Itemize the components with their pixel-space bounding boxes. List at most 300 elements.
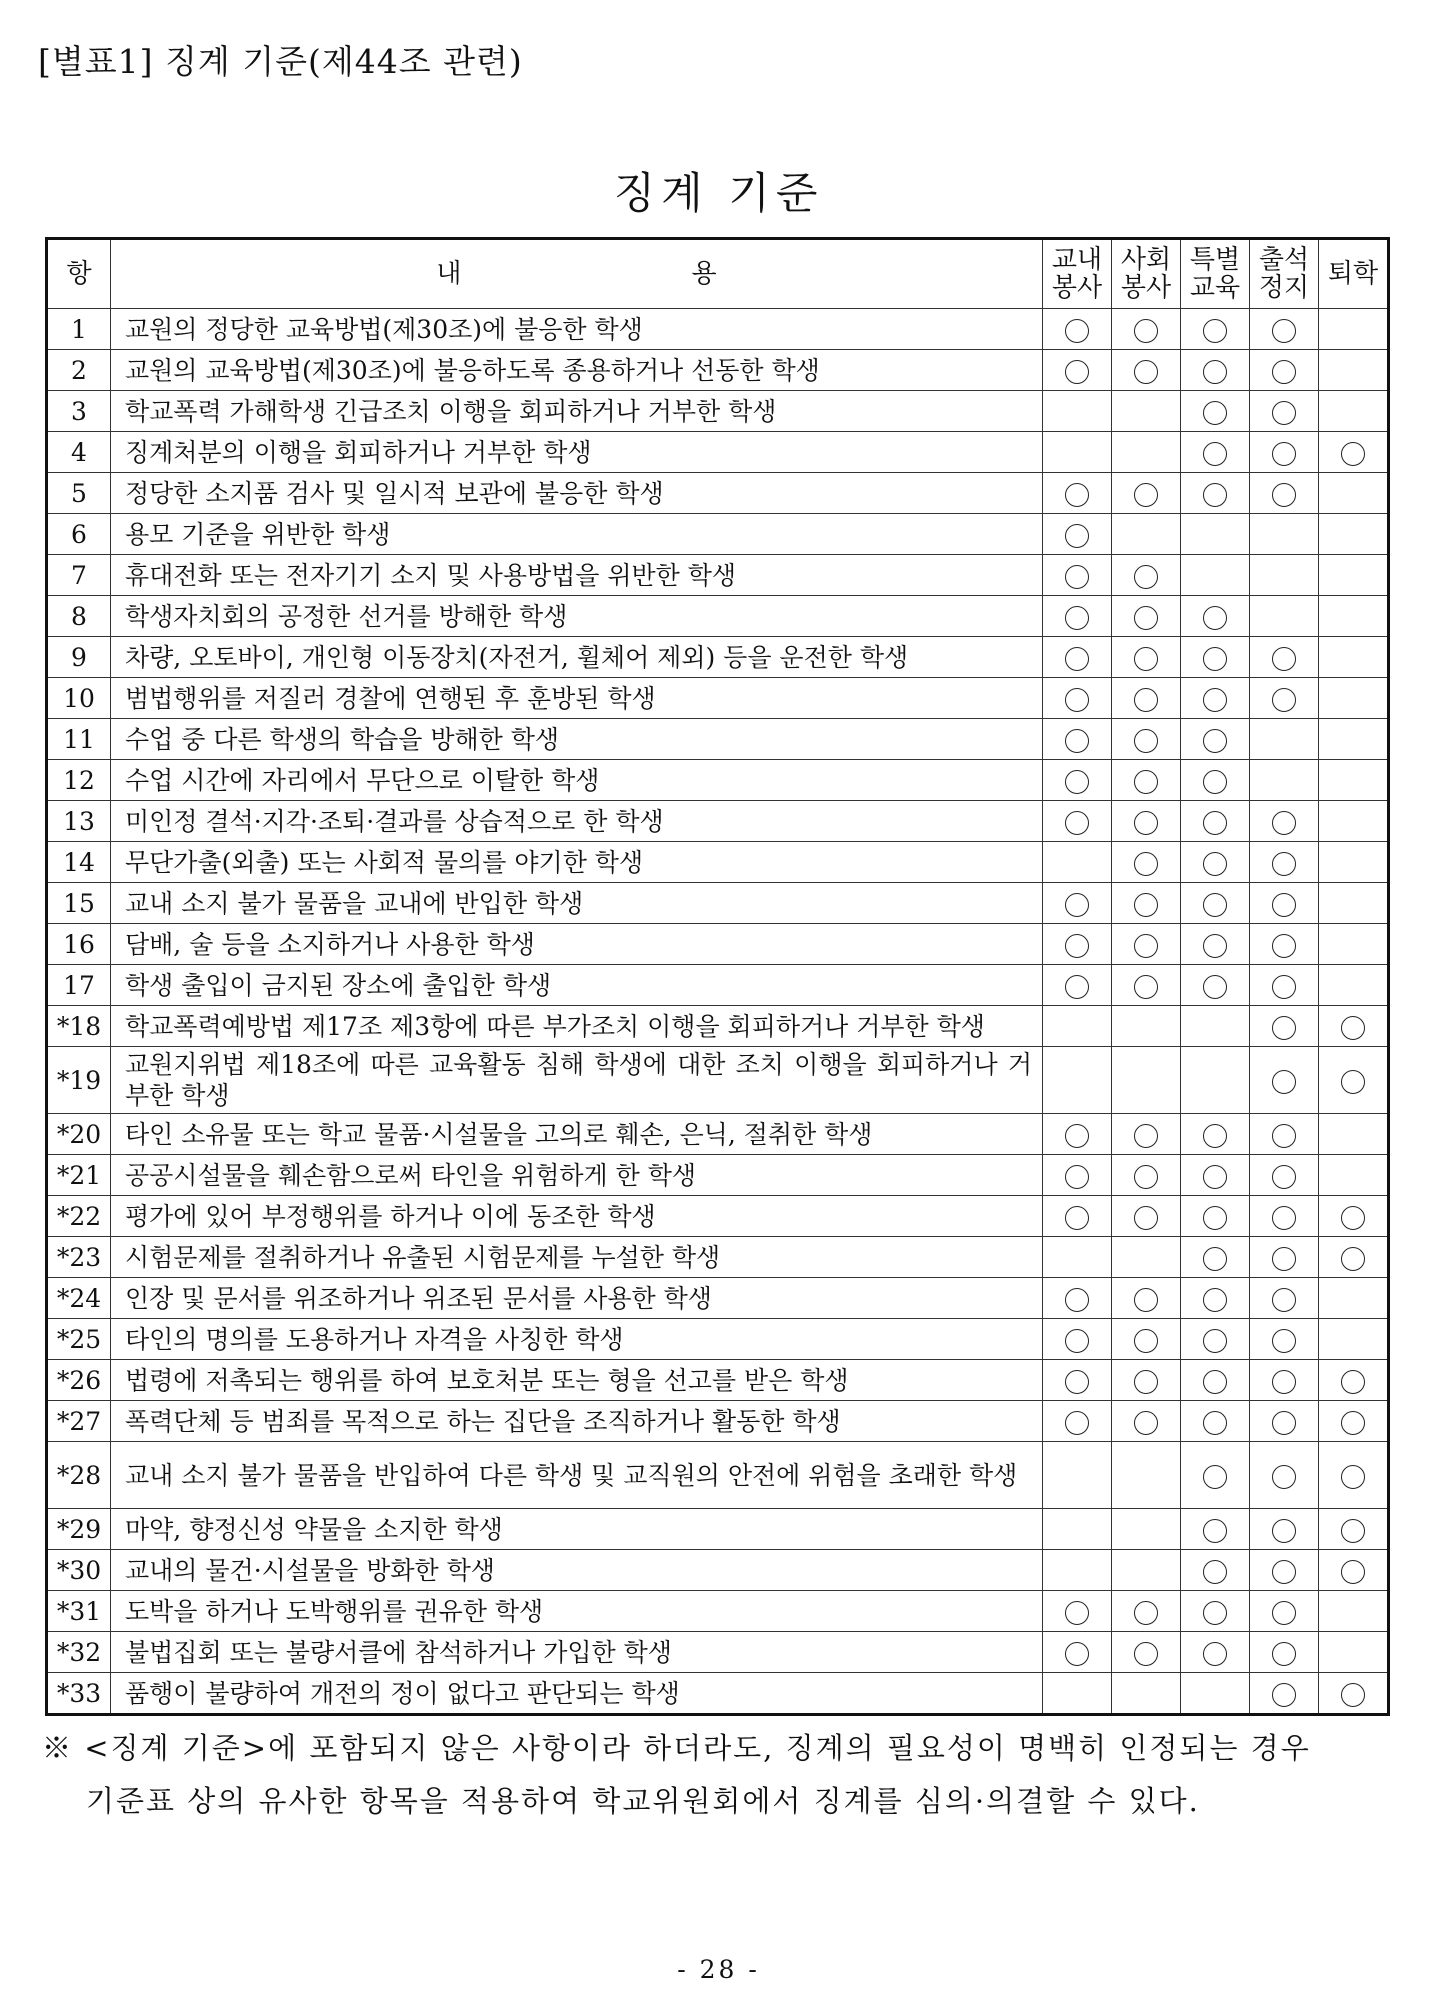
row-content: 평가에 있어 부정행위를 하거나 이에 동조한 학생	[111, 1196, 1043, 1237]
circle-mark-icon	[1134, 852, 1158, 876]
mark-cell	[1181, 309, 1250, 350]
mark-cell	[1112, 1401, 1181, 1442]
mark-cell	[1043, 842, 1112, 883]
mark-cell	[1112, 924, 1181, 965]
row-number: 2	[47, 350, 111, 391]
mark-cell	[1043, 1673, 1112, 1715]
mark-cell	[1112, 1237, 1181, 1278]
row-content: 학생자치회의 공정한 선거를 방해한 학생	[111, 596, 1043, 637]
mark-cell	[1250, 432, 1319, 473]
mark-cell	[1112, 1360, 1181, 1401]
table-row	[47, 1509, 1389, 1550]
circle-mark-icon	[1272, 1124, 1296, 1148]
mark-cell	[1043, 1006, 1112, 1047]
mark-cell	[1043, 924, 1112, 965]
row-content: 인장 및 문서를 위조하거나 위조된 문서를 사용한 학생	[111, 1278, 1043, 1319]
circle-mark-icon	[1065, 1124, 1089, 1148]
mark-cell	[1181, 760, 1250, 801]
mark-cell	[1112, 1006, 1181, 1047]
mark-cell	[1181, 596, 1250, 637]
circle-mark-icon	[1272, 1070, 1296, 1094]
row-content: 불법집회 또는 불량서클에 참석하거나 가입한 학생	[111, 1632, 1043, 1673]
row-content: 수업 시간에 자리에서 무단으로 이탈한 학생	[111, 760, 1043, 801]
mark-cell	[1319, 309, 1389, 350]
mark-cell	[1181, 924, 1250, 965]
circle-mark-icon	[1272, 1288, 1296, 1312]
mark-cell	[1181, 801, 1250, 842]
mark-cell	[1112, 1509, 1181, 1550]
mark-cell	[1043, 1442, 1112, 1509]
mark-cell	[1112, 719, 1181, 760]
circle-mark-icon	[1134, 770, 1158, 794]
circle-mark-icon	[1272, 1601, 1296, 1625]
row-number: 12	[47, 760, 111, 801]
mark-cell	[1181, 678, 1250, 719]
mark-cell	[1319, 719, 1389, 760]
mark-cell	[1043, 1591, 1112, 1632]
table-row	[47, 1237, 1389, 1278]
circle-mark-icon	[1203, 975, 1227, 999]
mark-cell	[1250, 1006, 1319, 1047]
row-number: *28	[47, 1442, 111, 1509]
mark-cell	[1181, 1632, 1250, 1673]
circle-mark-icon	[1203, 1370, 1227, 1394]
table-row	[47, 1114, 1389, 1155]
mark-cell	[1043, 1550, 1112, 1591]
mark-cell	[1181, 1360, 1250, 1401]
mark-cell	[1250, 1237, 1319, 1278]
circle-mark-icon	[1272, 483, 1296, 507]
circle-mark-icon	[1065, 729, 1089, 753]
circle-mark-icon	[1272, 975, 1296, 999]
mark-cell	[1043, 719, 1112, 760]
mark-cell	[1181, 1401, 1250, 1442]
circle-mark-icon	[1065, 1370, 1089, 1394]
mark-cell	[1112, 1442, 1181, 1509]
table-row	[47, 555, 1389, 596]
mark-cell	[1112, 760, 1181, 801]
table-header-row	[47, 239, 1389, 309]
row-number: *30	[47, 1550, 111, 1591]
circle-mark-icon	[1065, 647, 1089, 671]
table-row	[47, 596, 1389, 637]
mark-cell	[1181, 1047, 1250, 1114]
circle-mark-icon	[1203, 1247, 1227, 1271]
circle-mark-icon	[1203, 1519, 1227, 1543]
circle-mark-icon	[1065, 606, 1089, 630]
mark-cell	[1112, 391, 1181, 432]
circle-mark-icon	[1341, 442, 1365, 466]
row-content: 학생 출입이 금지된 장소에 출입한 학생	[111, 965, 1043, 1006]
annex-label: [별표1] 징계 기준(제44조 관련)	[38, 42, 523, 81]
table-row	[47, 1360, 1389, 1401]
row-content: 교내 소지 불가 물품을 교내에 반입한 학생	[111, 883, 1043, 924]
circle-mark-icon	[1203, 1642, 1227, 1666]
mark-cell	[1319, 1401, 1389, 1442]
circle-mark-icon	[1272, 1683, 1296, 1707]
mark-cell	[1181, 1673, 1250, 1715]
mark-cell	[1319, 842, 1389, 883]
row-content: 수업 중 다른 학생의 학습을 방해한 학생	[111, 719, 1043, 760]
row-number: *31	[47, 1591, 111, 1632]
circle-mark-icon	[1134, 975, 1158, 999]
mark-cell	[1319, 678, 1389, 719]
table-row	[47, 1550, 1389, 1591]
table-row	[47, 1673, 1389, 1715]
circle-mark-icon	[1272, 811, 1296, 835]
circle-mark-icon	[1134, 1642, 1158, 1666]
mark-cell	[1112, 309, 1181, 350]
mark-cell	[1319, 1550, 1389, 1591]
mark-cell	[1112, 1319, 1181, 1360]
header-expulsion: 퇴학	[1319, 239, 1389, 309]
table-row	[47, 678, 1389, 719]
mark-cell	[1112, 1155, 1181, 1196]
header-content	[111, 239, 1043, 309]
mark-cell	[1112, 637, 1181, 678]
mark-cell	[1112, 596, 1181, 637]
mark-cell	[1250, 1401, 1319, 1442]
table-row	[47, 309, 1389, 350]
circle-mark-icon	[1272, 442, 1296, 466]
mark-cell	[1043, 350, 1112, 391]
table-row	[47, 637, 1389, 678]
mark-cell	[1043, 1155, 1112, 1196]
table-row	[47, 1401, 1389, 1442]
row-number: *33	[47, 1673, 111, 1715]
circle-mark-icon	[1134, 1329, 1158, 1353]
mark-cell	[1319, 1632, 1389, 1673]
circle-mark-icon	[1272, 1329, 1296, 1353]
circle-mark-icon	[1065, 1165, 1089, 1189]
mark-cell	[1181, 1442, 1250, 1509]
mark-cell	[1043, 801, 1112, 842]
circle-mark-icon	[1272, 319, 1296, 343]
circle-mark-icon	[1134, 688, 1158, 712]
row-number: *23	[47, 1237, 111, 1278]
mark-cell	[1181, 719, 1250, 760]
mark-cell	[1181, 1319, 1250, 1360]
mark-cell	[1043, 555, 1112, 596]
mark-cell	[1250, 883, 1319, 924]
mark-cell	[1319, 1509, 1389, 1550]
mark-cell	[1250, 309, 1319, 350]
row-content: 공공시설물을 훼손함으로써 타인을 위험하게 한 학생	[111, 1155, 1043, 1196]
row-content: 교원지위법 제18조에 따른 교육활동 침해 학생에 대한 조치 이행을 회피하거나 거부한 학생	[111, 1047, 1043, 1114]
circle-mark-icon	[1065, 1288, 1089, 1312]
mark-cell	[1043, 1114, 1112, 1155]
row-number: 13	[47, 801, 111, 842]
row-content: 타인 소유물 또는 학교 물품·시설물을 고의로 훼손, 은닉, 절취한 학생	[111, 1114, 1043, 1155]
circle-mark-icon	[1341, 1519, 1365, 1543]
circle-mark-icon	[1134, 893, 1158, 917]
mark-cell	[1181, 637, 1250, 678]
mark-cell	[1250, 1114, 1319, 1155]
circle-mark-icon	[1203, 852, 1227, 876]
footnote-line-1: ※ <징계 기준>에 포함되지 않은 사항이라 하더라도, 징계의 필요성이 명백히 인정되는 경우	[42, 1731, 1311, 1765]
mark-cell	[1112, 555, 1181, 596]
mark-cell	[1043, 1632, 1112, 1673]
mark-cell	[1181, 1114, 1250, 1155]
mark-cell	[1043, 883, 1112, 924]
mark-cell	[1112, 1278, 1181, 1319]
table-row	[47, 719, 1389, 760]
mark-cell	[1043, 678, 1112, 719]
row-number: 10	[47, 678, 111, 719]
circle-mark-icon	[1272, 852, 1296, 876]
header-attendance-suspension: 출석 정지	[1250, 239, 1319, 309]
mark-cell	[1043, 760, 1112, 801]
table-row	[47, 842, 1389, 883]
mark-cell	[1112, 1591, 1181, 1632]
header-school-service: 교내 봉사	[1043, 239, 1112, 309]
circle-mark-icon	[1065, 770, 1089, 794]
mark-cell	[1319, 637, 1389, 678]
circle-mark-icon	[1134, 1124, 1158, 1148]
mark-cell	[1319, 801, 1389, 842]
circle-mark-icon	[1065, 1642, 1089, 1666]
row-number: *24	[47, 1278, 111, 1319]
table-row	[47, 1591, 1389, 1632]
row-content: 교내의 물건·시설물을 방화한 학생	[111, 1550, 1043, 1591]
mark-cell	[1112, 1196, 1181, 1237]
circle-mark-icon	[1134, 1165, 1158, 1189]
row-content: 교내 소지 불가 물품을 반입하여 다른 학생 및 교직원의 안전에 위험을 초래한 학생	[111, 1442, 1043, 1509]
circle-mark-icon	[1203, 934, 1227, 958]
row-number: 1	[47, 309, 111, 350]
circle-mark-icon	[1203, 442, 1227, 466]
circle-mark-icon	[1341, 1560, 1365, 1584]
circle-mark-icon	[1203, 319, 1227, 343]
circle-mark-icon	[1065, 524, 1089, 548]
row-content: 타인의 명의를 도용하거나 자격을 사칭한 학생	[111, 1319, 1043, 1360]
circle-mark-icon	[1134, 647, 1158, 671]
mark-cell	[1181, 1550, 1250, 1591]
circle-mark-icon	[1272, 1165, 1296, 1189]
mark-cell	[1181, 1591, 1250, 1632]
mark-cell	[1043, 1278, 1112, 1319]
circle-mark-icon	[1203, 1411, 1227, 1435]
circle-mark-icon	[1203, 688, 1227, 712]
circle-mark-icon	[1341, 1683, 1365, 1707]
row-number: *25	[47, 1319, 111, 1360]
mark-cell	[1319, 1114, 1389, 1155]
circle-mark-icon	[1065, 893, 1089, 917]
row-number: 6	[47, 514, 111, 555]
header-special-education: 특별 교육	[1181, 239, 1250, 309]
circle-mark-icon	[1272, 1370, 1296, 1394]
header-community-service: 사회 봉사	[1112, 239, 1181, 309]
row-content: 무단가출(외출) 또는 사회적 물의를 야기한 학생	[111, 842, 1043, 883]
mark-cell	[1112, 350, 1181, 391]
mark-cell	[1181, 1509, 1250, 1550]
row-content: 휴대전화 또는 전자기기 소지 및 사용방법을 위반한 학생	[111, 555, 1043, 596]
mark-cell	[1181, 965, 1250, 1006]
mark-cell	[1319, 432, 1389, 473]
table-row	[47, 1006, 1389, 1047]
circle-mark-icon	[1341, 1247, 1365, 1271]
mark-cell	[1181, 1196, 1250, 1237]
circle-mark-icon	[1272, 1560, 1296, 1584]
circle-mark-icon	[1203, 1601, 1227, 1625]
footnote-line-2: 기준표 상의 유사한 항목을 적용하여 학교위원회에서 징계를 심의·의결할 수 있다.	[86, 1784, 1200, 1818]
mark-cell	[1112, 678, 1181, 719]
mark-cell	[1250, 801, 1319, 842]
mark-cell	[1181, 555, 1250, 596]
row-content: 학교폭력예방법 제17조 제3항에 따른 부가조치 이행을 회피하거나 거부한 학생	[111, 1006, 1043, 1047]
circle-mark-icon	[1203, 1465, 1227, 1489]
row-content: 교원의 정당한 교육방법(제30조)에 불응한 학생	[111, 309, 1043, 350]
circle-mark-icon	[1272, 1206, 1296, 1230]
mark-cell	[1319, 555, 1389, 596]
table-row	[47, 1155, 1389, 1196]
mark-cell	[1043, 1196, 1112, 1237]
circle-mark-icon	[1134, 1601, 1158, 1625]
circle-mark-icon	[1134, 934, 1158, 958]
table-body	[47, 309, 1389, 1715]
mark-cell	[1181, 1237, 1250, 1278]
circle-mark-icon	[1272, 688, 1296, 712]
mark-cell	[1112, 1673, 1181, 1715]
circle-mark-icon	[1065, 319, 1089, 343]
mark-cell	[1319, 924, 1389, 965]
table-row	[47, 1047, 1389, 1114]
mark-cell	[1250, 555, 1319, 596]
mark-cell	[1043, 1319, 1112, 1360]
mark-cell	[1319, 1196, 1389, 1237]
circle-mark-icon	[1203, 401, 1227, 425]
circle-mark-icon	[1065, 565, 1089, 589]
circle-mark-icon	[1272, 1519, 1296, 1543]
mark-cell	[1319, 514, 1389, 555]
mark-cell	[1250, 719, 1319, 760]
mark-cell	[1043, 473, 1112, 514]
circle-mark-icon	[1272, 360, 1296, 384]
row-number: *32	[47, 1632, 111, 1673]
circle-mark-icon	[1272, 1642, 1296, 1666]
table-row	[47, 1319, 1389, 1360]
mark-cell	[1319, 473, 1389, 514]
mark-cell	[1319, 1047, 1389, 1114]
circle-mark-icon	[1203, 811, 1227, 835]
row-number: 7	[47, 555, 111, 596]
circle-mark-icon	[1134, 483, 1158, 507]
mark-cell	[1181, 842, 1250, 883]
mark-cell	[1112, 965, 1181, 1006]
mark-cell	[1319, 1319, 1389, 1360]
mark-cell	[1319, 760, 1389, 801]
row-number: *19	[47, 1047, 111, 1114]
table-row	[47, 1442, 1389, 1509]
mark-cell	[1250, 924, 1319, 965]
footnote	[42, 1722, 1392, 1828]
circle-mark-icon	[1134, 565, 1158, 589]
mark-cell	[1112, 1632, 1181, 1673]
mark-cell	[1112, 1114, 1181, 1155]
circle-mark-icon	[1272, 647, 1296, 671]
circle-mark-icon	[1134, 319, 1158, 343]
circle-mark-icon	[1065, 934, 1089, 958]
mark-cell	[1319, 1006, 1389, 1047]
table-row	[47, 1632, 1389, 1673]
circle-mark-icon	[1065, 811, 1089, 835]
row-content: 학교폭력 가해학생 긴급조치 이행을 회피하거나 거부한 학생	[111, 391, 1043, 432]
circle-mark-icon	[1341, 1016, 1365, 1040]
mark-cell	[1250, 596, 1319, 637]
mark-cell	[1112, 801, 1181, 842]
row-number: *26	[47, 1360, 111, 1401]
table-row	[47, 432, 1389, 473]
table-row	[47, 883, 1389, 924]
mark-cell	[1319, 350, 1389, 391]
row-number: 4	[47, 432, 111, 473]
circle-mark-icon	[1203, 770, 1227, 794]
table-row	[47, 473, 1389, 514]
mark-cell	[1250, 1509, 1319, 1550]
mark-cell	[1250, 1155, 1319, 1196]
circle-mark-icon	[1341, 1465, 1365, 1489]
mark-cell	[1043, 309, 1112, 350]
mark-cell	[1250, 965, 1319, 1006]
circle-mark-icon	[1134, 1288, 1158, 1312]
circle-mark-icon	[1065, 1601, 1089, 1625]
mark-cell	[1319, 596, 1389, 637]
mark-cell	[1112, 883, 1181, 924]
row-content: 범법행위를 저질러 경찰에 연행된 후 훈방된 학생	[111, 678, 1043, 719]
circle-mark-icon	[1065, 360, 1089, 384]
row-content: 법령에 저촉되는 행위를 하여 보호처분 또는 형을 선고를 받은 학생	[111, 1360, 1043, 1401]
table-row	[47, 965, 1389, 1006]
circle-mark-icon	[1203, 483, 1227, 507]
table-row	[47, 924, 1389, 965]
mark-cell	[1043, 432, 1112, 473]
circle-mark-icon	[1203, 1288, 1227, 1312]
row-content: 용모 기준을 위반한 학생	[111, 514, 1043, 555]
mark-cell	[1181, 1155, 1250, 1196]
table-row	[47, 1278, 1389, 1319]
mark-cell	[1250, 1673, 1319, 1715]
row-content: 마약, 향정신성 약물을 소지한 학생	[111, 1509, 1043, 1550]
circle-mark-icon	[1341, 1206, 1365, 1230]
mark-cell	[1250, 1550, 1319, 1591]
mark-cell	[1043, 596, 1112, 637]
row-number: 8	[47, 596, 111, 637]
mark-cell	[1319, 1278, 1389, 1319]
row-content: 시험문제를 절취하거나 유출된 시험문제를 누설한 학생	[111, 1237, 1043, 1278]
header-content-left: 내	[436, 259, 462, 289]
mark-cell	[1181, 350, 1250, 391]
row-content: 차량, 오토바이, 개인형 이동장치(자전거, 휠체어 제외) 등을 운전한 학생	[111, 637, 1043, 678]
row-content: 담배, 술 등을 소지하거나 사용한 학생	[111, 924, 1043, 965]
mark-cell	[1319, 965, 1389, 1006]
mark-cell	[1250, 678, 1319, 719]
mark-cell	[1250, 1047, 1319, 1114]
mark-cell	[1181, 473, 1250, 514]
mark-cell	[1112, 1550, 1181, 1591]
mark-cell	[1112, 432, 1181, 473]
mark-cell	[1250, 350, 1319, 391]
table-row	[47, 350, 1389, 391]
discipline-criteria-table	[45, 237, 1390, 1716]
circle-mark-icon	[1203, 1124, 1227, 1148]
circle-mark-icon	[1341, 1370, 1365, 1394]
row-number: 15	[47, 883, 111, 924]
row-content: 교원의 교육방법(제30조)에 불응하도록 종용하거나 선동한 학생	[111, 350, 1043, 391]
mark-cell	[1043, 1047, 1112, 1114]
mark-cell	[1250, 1632, 1319, 1673]
table-row	[47, 1196, 1389, 1237]
circle-mark-icon	[1065, 688, 1089, 712]
